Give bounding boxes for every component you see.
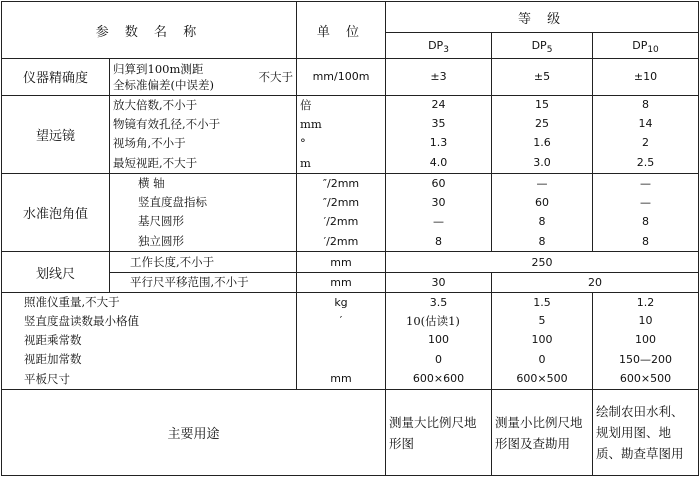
misc-dp10: 1.2 <box>593 292 699 311</box>
spec-table <box>1 1 699 476</box>
category-telescope: 望远镜 <box>2 95 110 173</box>
bubble-dp5: 60 <box>492 193 593 212</box>
telescope-dp10: 2 <box>593 133 699 152</box>
header-unit: 单 位 <box>297 2 386 59</box>
telescope-dp10: 2.5 <box>593 152 699 173</box>
misc-dp3: 100 <box>386 330 492 349</box>
telescope-unit: m <box>297 152 386 173</box>
bubble-unit: ″/2mm <box>297 193 386 212</box>
bubble-unit: ′/2mm <box>297 231 386 252</box>
misc-dp3: 3.5 <box>386 292 492 311</box>
ruler-working-length-unit: mm <box>297 252 386 272</box>
accuracy-dp3: ±3 <box>386 59 492 95</box>
telescope-dp10: 8 <box>593 95 699 114</box>
misc-name: 照准仪重量,不大于 <box>2 292 297 311</box>
category-bubble: 水准泡角值 <box>2 174 110 252</box>
grade-dp3: $DP_3$ <box>386 33 492 59</box>
misc-unit: kg <box>297 292 386 311</box>
telescope-dp5: 15 <box>492 95 593 114</box>
misc-dp10: 10 <box>593 311 699 330</box>
misc-unit: ′ <box>297 311 386 330</box>
telescope-dp3: 4.0 <box>386 152 492 173</box>
accuracy-dp5: ±5 <box>492 59 593 95</box>
bubble-dp10: 8 <box>593 212 699 231</box>
accuracy-line1: 归算到100m测距 <box>113 61 204 76</box>
accuracy-description <box>110 59 297 95</box>
telescope-dp3: 35 <box>386 114 492 133</box>
grade-dp10: $DP_{10}$ <box>593 33 699 59</box>
bubble-dp5: 8 <box>492 231 593 252</box>
telescope-dp3: 1.3 <box>386 133 492 152</box>
misc-dp5: 100 <box>492 330 593 349</box>
header-param-name: 参 数 名 称 <box>2 2 297 59</box>
bubble-dp5: 8 <box>492 212 593 231</box>
bubble-unit: ′/2mm <box>297 212 386 231</box>
bubble-dp3: — <box>386 212 492 231</box>
bubble-dp10: — <box>593 193 699 212</box>
bubble-unit: ″/2mm <box>297 174 386 193</box>
ruler-parallel-range-unit: mm <box>297 272 386 292</box>
misc-name: 视距乘常数 <box>2 330 297 349</box>
category-ruler: 划线尺 <box>2 252 110 292</box>
misc-dp10: 150—200 <box>593 350 699 369</box>
telescope-name: 放大倍数,不小于 <box>110 95 297 114</box>
telescope-name: 最短视距,不大于 <box>110 152 297 173</box>
misc-dp10: 100 <box>593 330 699 349</box>
telescope-dp5: 1.6 <box>492 133 593 152</box>
ruler-parallel-range-rest: 20 <box>492 272 699 292</box>
bubble-dp10: — <box>593 174 699 193</box>
bubble-dp3: 60 <box>386 174 492 193</box>
misc-unit <box>297 330 386 349</box>
grade-dp5: $DP_5$ <box>492 33 593 59</box>
misc-dp5: 1.5 <box>492 292 593 311</box>
telescope-dp10: 14 <box>593 114 699 133</box>
bubble-dp5: — <box>492 174 593 193</box>
ruler-working-length-value: 250 <box>386 252 699 272</box>
usage-dp10: 绘制农田水利、规划用图、地质、勘查草图用 <box>593 390 699 476</box>
misc-unit <box>297 350 386 369</box>
accuracy-line2: 全标准偏差(中误差) <box>113 77 214 92</box>
ruler-working-length-name: 工作长度,不小于 <box>110 252 297 272</box>
telescope-dp5: 25 <box>492 114 593 133</box>
telescope-unit: ° <box>297 133 386 152</box>
bubble-name: 独立圆形 <box>110 231 297 252</box>
misc-name: 竖直度盘读数最小格值 <box>2 311 297 330</box>
bubble-name: 基尺圆形 <box>110 212 297 231</box>
misc-name: 视距加常数 <box>2 350 297 369</box>
usage-label: 主要用途 <box>2 390 386 476</box>
ruler-parallel-range-name: 平行尺平移范围,不小于 <box>110 272 297 292</box>
accuracy-suffix: 不大于 <box>258 69 293 84</box>
ruler-parallel-range-dp3: 30 <box>386 272 492 292</box>
misc-dp5: 0 <box>492 350 593 369</box>
bubble-dp10: 8 <box>593 231 699 252</box>
misc-dp3: 10(估读1) <box>386 311 492 330</box>
misc-dp3: 600×600 <box>386 369 492 390</box>
bubble-dp3: 30 <box>386 193 492 212</box>
telescope-unit: 倍 <box>297 95 386 114</box>
usage-dp5: 测量小比例尺地形图及查勘用 <box>492 390 593 476</box>
usage-dp3: 测量大比例尺地形图 <box>386 390 492 476</box>
accuracy-dp10: ±10 <box>593 59 699 95</box>
telescope-name: 物镜有效孔径,不小于 <box>110 114 297 133</box>
misc-dp5: 600×500 <box>492 369 593 390</box>
telescope-dp3: 24 <box>386 95 492 114</box>
header-grade: 等 级 <box>386 2 699 33</box>
misc-unit: mm <box>297 369 386 390</box>
bubble-name: 横 轴 <box>110 174 297 193</box>
telescope-unit: mm <box>297 114 386 133</box>
misc-name: 平板尺寸 <box>2 369 297 390</box>
misc-dp10: 600×500 <box>593 369 699 390</box>
misc-dp3: 0 <box>386 350 492 369</box>
telescope-dp5: 3.0 <box>492 152 593 173</box>
telescope-name: 视场角,不小于 <box>110 133 297 152</box>
bubble-dp3: 8 <box>386 231 492 252</box>
misc-dp5: 5 <box>492 311 593 330</box>
bubble-name: 竖直度盘指标 <box>110 193 297 212</box>
accuracy-unit: mm/100m <box>297 59 386 95</box>
category-instrument-accuracy: 仪器精确度 <box>2 59 110 95</box>
